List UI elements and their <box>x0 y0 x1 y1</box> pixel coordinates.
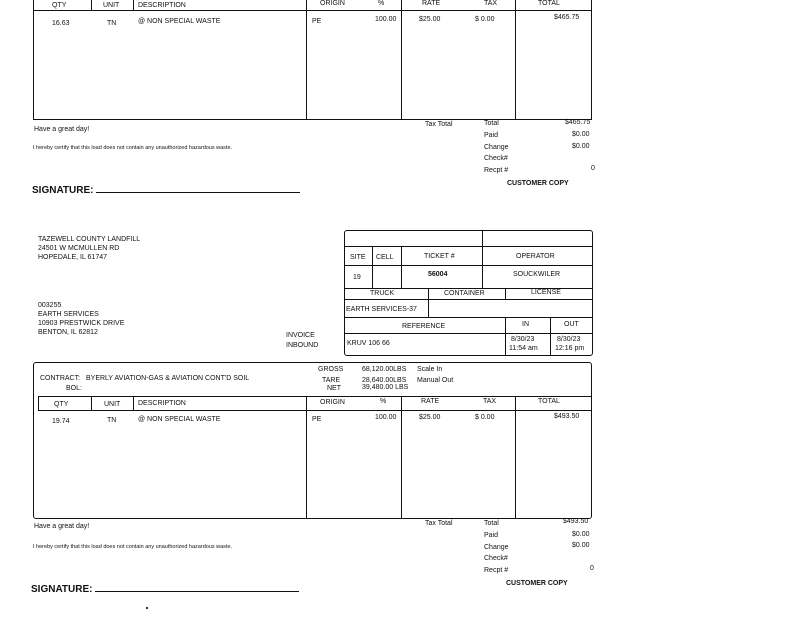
col-rate-header: RATE <box>422 0 441 7</box>
out-time: 12:16 pm <box>555 345 585 352</box>
in-date: 8/30/23 <box>511 336 535 343</box>
speck <box>146 607 148 609</box>
customer-copy-label: CUSTOMER COPY <box>507 180 569 187</box>
check-label: Check# <box>484 155 508 162</box>
tax-total-label: Tax Total <box>425 121 453 128</box>
container-label: CONTAINER <box>444 290 485 297</box>
in-time: 11:54 am <box>509 345 538 352</box>
row-rate: $25.00 <box>419 414 441 421</box>
company-name: TAZEWELL COUNTY LANDFILL <box>38 236 141 243</box>
total-label: Total <box>484 120 499 127</box>
col-pct-header: % <box>378 0 385 7</box>
paid-label: Paid <box>484 532 499 539</box>
change-label: Change <box>484 544 509 551</box>
receipt-label: Recpt # <box>484 567 509 574</box>
check-label: Check# <box>484 555 508 562</box>
row-rate: $25.00 <box>419 16 441 23</box>
customer-copy-label: CUSTOMER COPY <box>506 580 568 587</box>
customer-street: 10903 PRESTWICK DRIVE <box>38 320 125 327</box>
col-pct-header: % <box>380 398 387 405</box>
truck-label: TRUCK <box>370 290 395 297</box>
net-value: 39,480.00 LBS <box>362 384 409 391</box>
ticket-label: TICKET # <box>424 253 455 260</box>
ticket-number: 56004 <box>428 271 448 278</box>
certify-text: I hereby certify that this load does not contain any unauthorized hazardous waste. <box>33 544 233 550</box>
row-description: @ NON SPECIAL WASTE <box>138 18 221 25</box>
site-label: SITE <box>350 254 366 261</box>
col-description-header: DESCRIPTION <box>138 2 186 9</box>
contract-value: BYERLY AVIATION-GAS & AVIATION CONT'D SOIL <box>86 375 250 382</box>
operator-label: OPERATOR <box>516 253 555 260</box>
paid-value: $0.00 <box>572 131 590 138</box>
tax-total-label: Tax Total <box>425 520 453 527</box>
bol-label: BOL: <box>66 385 82 392</box>
out-date: 8/30/23 <box>557 336 581 343</box>
col-tax-header: TAX <box>483 398 497 405</box>
tare-note: Manual Out <box>417 377 454 384</box>
company-street: 24501 W MCMULLEN RD <box>38 245 120 252</box>
row-qty: 16.63 <box>52 20 70 27</box>
total-value: $493.50 <box>563 518 589 525</box>
out-label: OUT <box>564 321 579 328</box>
col-origin-header: ORIGIN <box>320 0 345 7</box>
row-qty: 19.74 <box>52 418 70 425</box>
row-total: $465.75 <box>554 14 580 21</box>
customer-city: BENTON, IL 62812 <box>38 329 98 336</box>
reference-label: REFERENCE <box>402 323 446 330</box>
col-unit-header: UNIT <box>103 2 120 9</box>
col-origin-header: ORIGIN <box>320 399 345 406</box>
signature-label: SIGNATURE: <box>31 584 93 595</box>
cell-label: CELL <box>376 254 394 261</box>
tare-label: TARE <box>322 377 341 384</box>
gross-value: 68,120.00LBS <box>362 366 407 373</box>
col-tax-header: TAX <box>484 0 498 7</box>
signature-line <box>96 192 300 193</box>
col-total-header: TOTAL <box>538 0 560 7</box>
row-description: @ NON SPECIAL WASTE <box>138 416 221 423</box>
row-pct: 100.00 <box>375 16 397 23</box>
total-label: Total <box>484 520 499 527</box>
change-value: $0.00 <box>572 143 590 150</box>
gross-note: Scale In <box>417 366 443 373</box>
greeting-text: Have a great day! <box>34 126 90 133</box>
bottom-line-items-box <box>33 362 592 519</box>
row-origin: PE <box>312 18 322 25</box>
row-unit: TN <box>107 20 117 27</box>
customer-id: 003255 <box>38 302 62 309</box>
paid-value: $0.00 <box>572 531 590 538</box>
license-label: LICENSE <box>531 289 561 296</box>
net-label: NET <box>327 385 341 392</box>
reference-value: KRUV 106 66 <box>347 340 390 347</box>
receipt-value: 0 <box>590 565 594 572</box>
signature-line <box>95 591 299 592</box>
row-tax: $ 0.00 <box>475 414 495 421</box>
row-tax: $ 0.00 <box>475 16 495 23</box>
company-city: HOPEDALE, IL 61747 <box>38 254 108 261</box>
col-description-header: DESCRIPTION <box>138 400 186 407</box>
customer-name: EARTH SERVICES <box>38 311 99 318</box>
certify-text: I hereby certify that this load does not contain any unauthorized hazardous waste. <box>33 145 233 151</box>
row-pct: 100.00 <box>375 414 397 421</box>
row-unit: TN <box>107 417 117 424</box>
row-total: $493.50 <box>554 413 580 420</box>
contract-label: CONTRACT: <box>40 375 81 382</box>
col-total-header: TOTAL <box>538 398 560 405</box>
in-label: IN <box>522 321 529 328</box>
inbound-label: INBOUND <box>286 342 319 349</box>
receipt-label: Recpt # <box>484 167 509 174</box>
change-value: $0.00 <box>572 542 590 549</box>
paid-label: Paid <box>484 132 499 139</box>
invoice-label: INVOICE <box>286 332 315 339</box>
greeting-text: Have a great day! <box>34 523 90 530</box>
total-value: $465.75 <box>565 119 591 126</box>
tare-value: 28,640.00LBS <box>362 377 407 384</box>
col-unit-header: UNIT <box>104 401 121 408</box>
gross-label: GROSS <box>318 366 344 373</box>
col-rate-header: RATE <box>421 398 440 405</box>
truck-value: EARTH SERVICES-37 <box>346 306 417 313</box>
col-qty-header: QTY <box>54 401 69 408</box>
col-qty-header: QTY <box>52 2 67 9</box>
row-origin: PE <box>312 416 322 423</box>
change-label: Change <box>484 144 509 151</box>
signature-label: SIGNATURE: <box>32 185 94 196</box>
operator-value: SOUCKWILER <box>513 271 561 278</box>
site-value: 19 <box>353 274 361 281</box>
receipt-value: 0 <box>591 165 595 172</box>
